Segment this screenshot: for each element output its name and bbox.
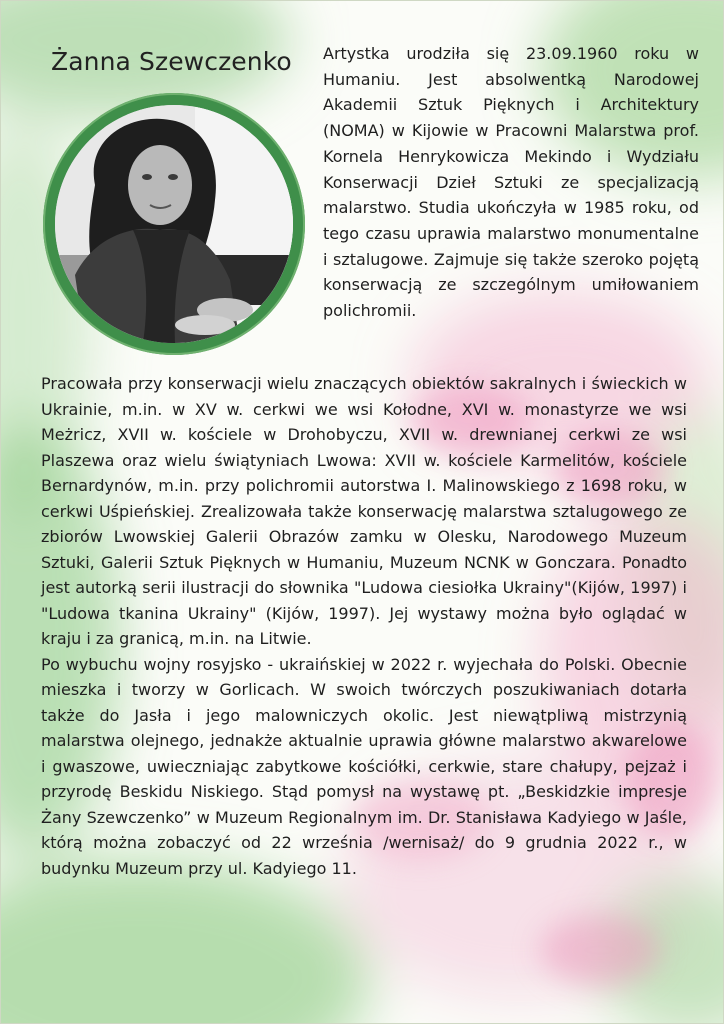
artist-name: Żanna Szewczenko (51, 47, 292, 76)
career-paragraph: Pracowała przy konserwacji wielu znaczących obiektów sakralnych i świeckich w Ukrainie, m.in. w XV w. cerkwi we wsi Kołodne, XVI w. monastyrze we wsi Meżricz, XVII w. kościele w Drohobyczu, XVII w. drewnianej cerkwi ze wsi Plaszewa oraz wielu świątyniach Lwowa: XVII w. kościele Karmelitów, kościele Bernardynów, m.in. przy polichromii autorstwa I. Malinowskiego z 1698 roku, w cerkwi Uśpieńskiej. Zrealizowała także konserwację malarstwa sztalugowego ze zbiorów Lwowskiej Galerii Obrazów zamku w Olesku, Narodowego Muzeum Sztuki, Galerii Sztuk Pięknych w Humaniu, Muzeum NCNK w Gonczara. Ponadto jest autorką serii ilustracji do słownika "Ludowa ciesiołka Ukrainy"(Kijów, 1997) i "Ludowa tkanina Ukrainy" (Kijów, 1997). Jej wystawy można było oglądać w kraju i za granicą, m.in. na Litwie. (41, 374, 687, 648)
portrait-photo (55, 105, 293, 343)
intro-paragraph: Artystka urodziła się 23.09.1960 roku w Humaniu. Jest absolwentką Narodowej Akademii Sztuk Pięknych i Architektury (NOMA) w Kijowie w Pracowni Malarstwa prof. Kornela Henrykowicza Mekindo i Wydziału Konserwacji Dzieł Sztuki ze specjalizacją malarstwo. Studia ukończyła w 1985 roku, od tego czasu uprawia malarstwo monumentalne i sztalugowe. Zajmuje się także szeroko pojętą konserwacją ze szczególnym umiłowaniem polichromii. (323, 44, 699, 321)
biography-body (41, 371, 687, 881)
exhibition-paragraph: Po wybuchu wojny rosyjsko - ukraińskiej w 2022 r. wyjechała do Polski. Obecnie mieszka i tworzy w Gorlicach. W swoich twórczych poszukiwaniach dotarła także do Jasła i jego malowniczych okolic. Jest niewątpliwą mistrzynią malarstwa olejnego, jednakże aktualnie uprawia główne malarstwo akwarelowe i gwaszowe, uwieczniając zabytkowe kościółki, cerkwie, stare chałupy, pejzaż i przyrodę Beskidu Niskiego. Stąd pomysł na wystawę pt. „Beskidzkie impresje Żany Szewczenko” w Muzeum Regionalnym im. Dr. Stanisława Kadyiego w Jaśle, którą można zobaczyć od 22 września /wernisaż/ do 9 grudnia 2022 r., w budynku Muzeum przy ul. Kadyiego 11. (41, 654, 687, 878)
artist-portrait (55, 105, 293, 343)
